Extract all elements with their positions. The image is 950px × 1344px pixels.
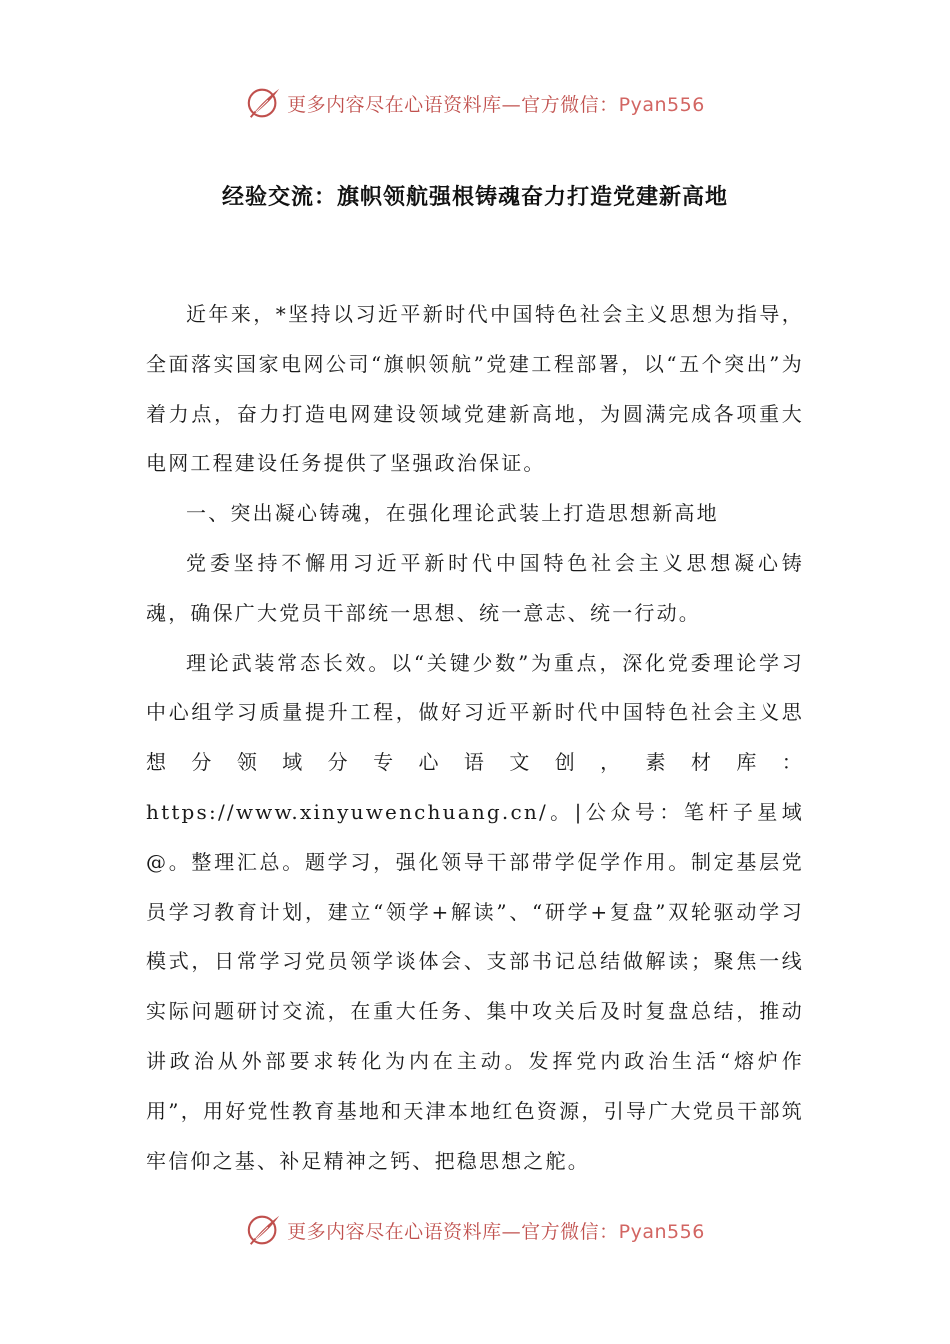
quill-pen-logo-icon	[245, 1211, 283, 1249]
wechat-id: Pyan556	[618, 93, 705, 116]
paragraph-section-intro: 党委坚持不懈用习近平新时代中国特色社会主义思想凝心铸魂，确保广大党员干部统一思想、统一意志、统一行动。	[146, 550, 804, 625]
paragraph-theory-study: 理论武装常态长效。以“关键少数”为重点，深化党委理论学习中心组学习质量提升工程，做好习近平新时代中国特色社会主义思想分领域分专心语文创，素材库：https://www.xinyuwenchuang.cn/。|公众号：笔杆子星域@。整理汇总。题学习，强化领导干部带学促学作用。制定基层党员学习教育计划，建立“领学+解读”、“研学+复盘”双轮驱动学习模式，日常学习党员领学谈体会、支部书记总结做解读；聚焦一线实际问题研讨交流，在重大任务、集中攻关后及时复盘总结，推动讲政治从外部要求转化为内在主动。发挥党内政治生活“熔炉作用”，用好党性教育基地和天津本地红色资源，引导广大党员干部筑牢信仰之基、补足精神之钙、把稳思想之舵。	[146, 650, 804, 1173]
paragraph-intro: 近年来，*坚持以习近平新时代中国特色社会主义思想为指导，全面落实国家电网公司“旗帜领航”党建工程部署，以“五个突出”为着力点，奋力打造电网建设领域党建新高地，为圆满完成各项重大电网工程建设任务提供了坚强政治保证。	[146, 302, 804, 476]
section-heading: 一、突出凝心铸魂，在强化理论武装上打造思想新高地	[186, 501, 719, 526]
footer-watermark-banner	[0, 1205, 950, 1255]
document-title: 经验交流：旗帜领航强根铸魂奋力打造党建新高地	[221, 185, 728, 210]
document-body	[146, 290, 804, 1186]
watermark-text: 更多内容尽在心语资料库—官方微信：Pyan556	[287, 1220, 705, 1243]
watermark-text: 更多内容尽在心语资料库—官方微信：Pyan556	[287, 93, 705, 116]
wechat-id: Pyan556	[618, 1220, 705, 1243]
header-watermark-banner	[0, 78, 950, 128]
quill-pen-logo-icon	[245, 84, 283, 122]
